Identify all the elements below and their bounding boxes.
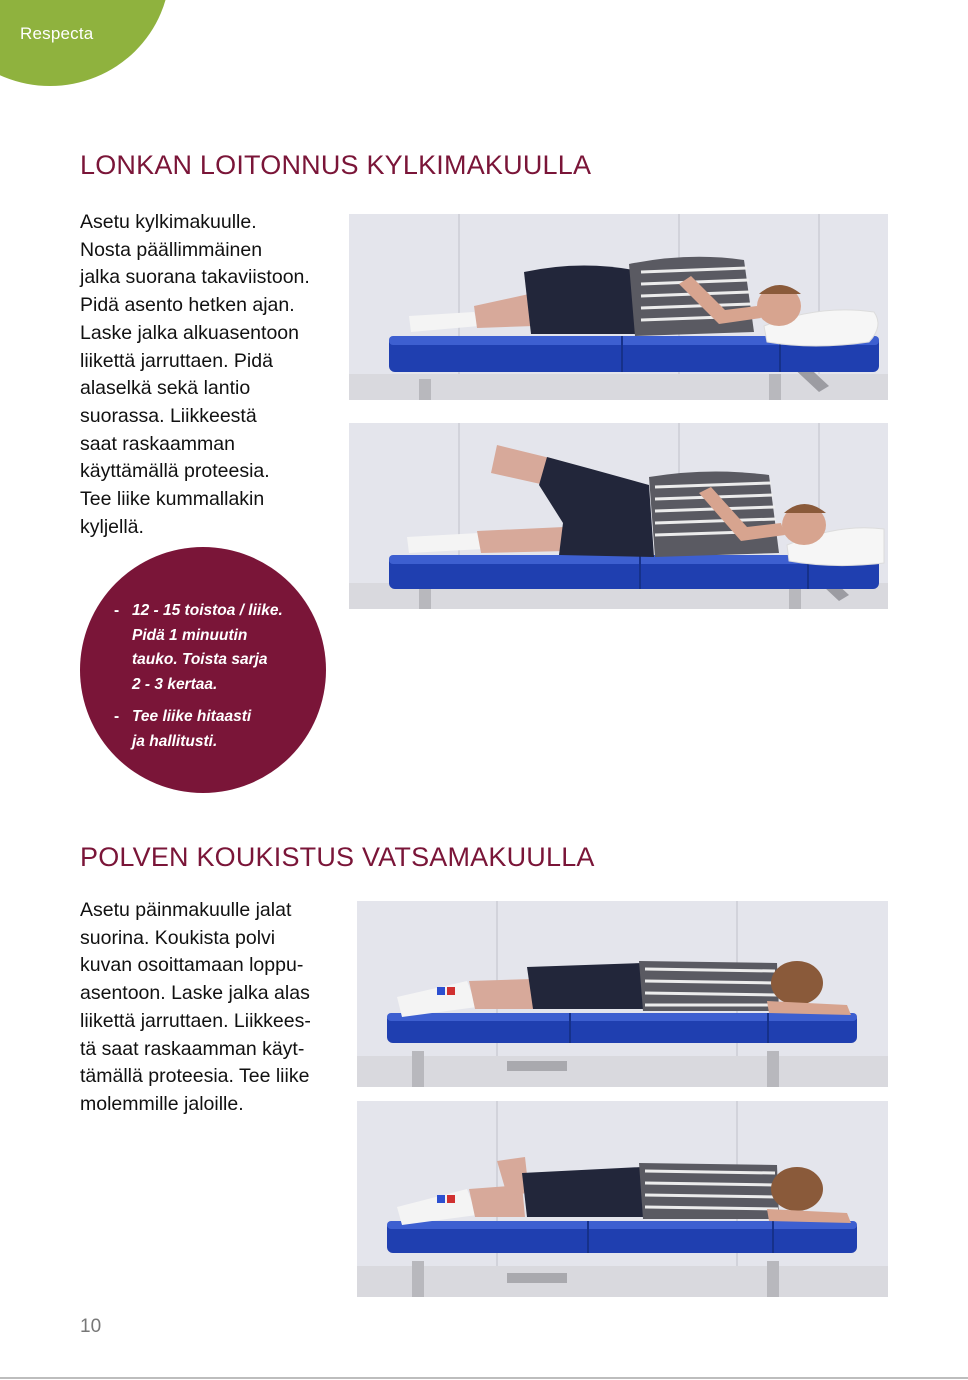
section1-instructions: Asetu kylkimakuulle. Nosta päällimmäinen jalka suorana takaviistoon. Pidä asento hetken ajan. Laske jalka alkuasentoon liikettä jarruttaen. Pidä alaselkä sekä lantio suorassa. Liikkeestä saat raskaamman käyttämällä proteesia. Tee liike kummallakin kyljellä. <box>80 211 310 538</box>
note-item-pace: - Tee liike hitaasti ja hallitusti. <box>110 705 310 754</box>
section-title-hip-abduction: LONKAN LOITONNUS KYLKIMAKUULLA <box>80 150 592 180</box>
repetition-note-circle <box>80 547 326 793</box>
photo-side-lying-leg-raised <box>349 423 888 609</box>
photo-prone-knee-flexed <box>357 1101 888 1297</box>
brand-logo-text: Respecta <box>20 24 94 43</box>
section2-instructions: Asetu päinmakuulle jalat suorina. Koukista polvi kuvan osoittamaan loppu- asentoon. Laske jalka alas liikettä jarruttaen. Liikkees- tä saat raskaamman käyt- tämällä proteesia. Tee liike molemmille jaloille. <box>80 899 311 1115</box>
photo-prone-start <box>357 901 888 1087</box>
photo-side-lying-start <box>349 214 888 400</box>
page-number: 10 <box>80 1316 102 1337</box>
repetition-note-list <box>110 599 310 762</box>
note-item-repetitions: - 12 - 15 toistoa / liike. Pidä 1 minuutin tauko. Toista sarja 2 - 3 kertaa. <box>110 599 310 697</box>
bottom-divider <box>0 1377 968 1379</box>
section-title-knee-flexion: POLVEN KOUKISTUS VATSAMAKUULLA <box>80 842 595 872</box>
